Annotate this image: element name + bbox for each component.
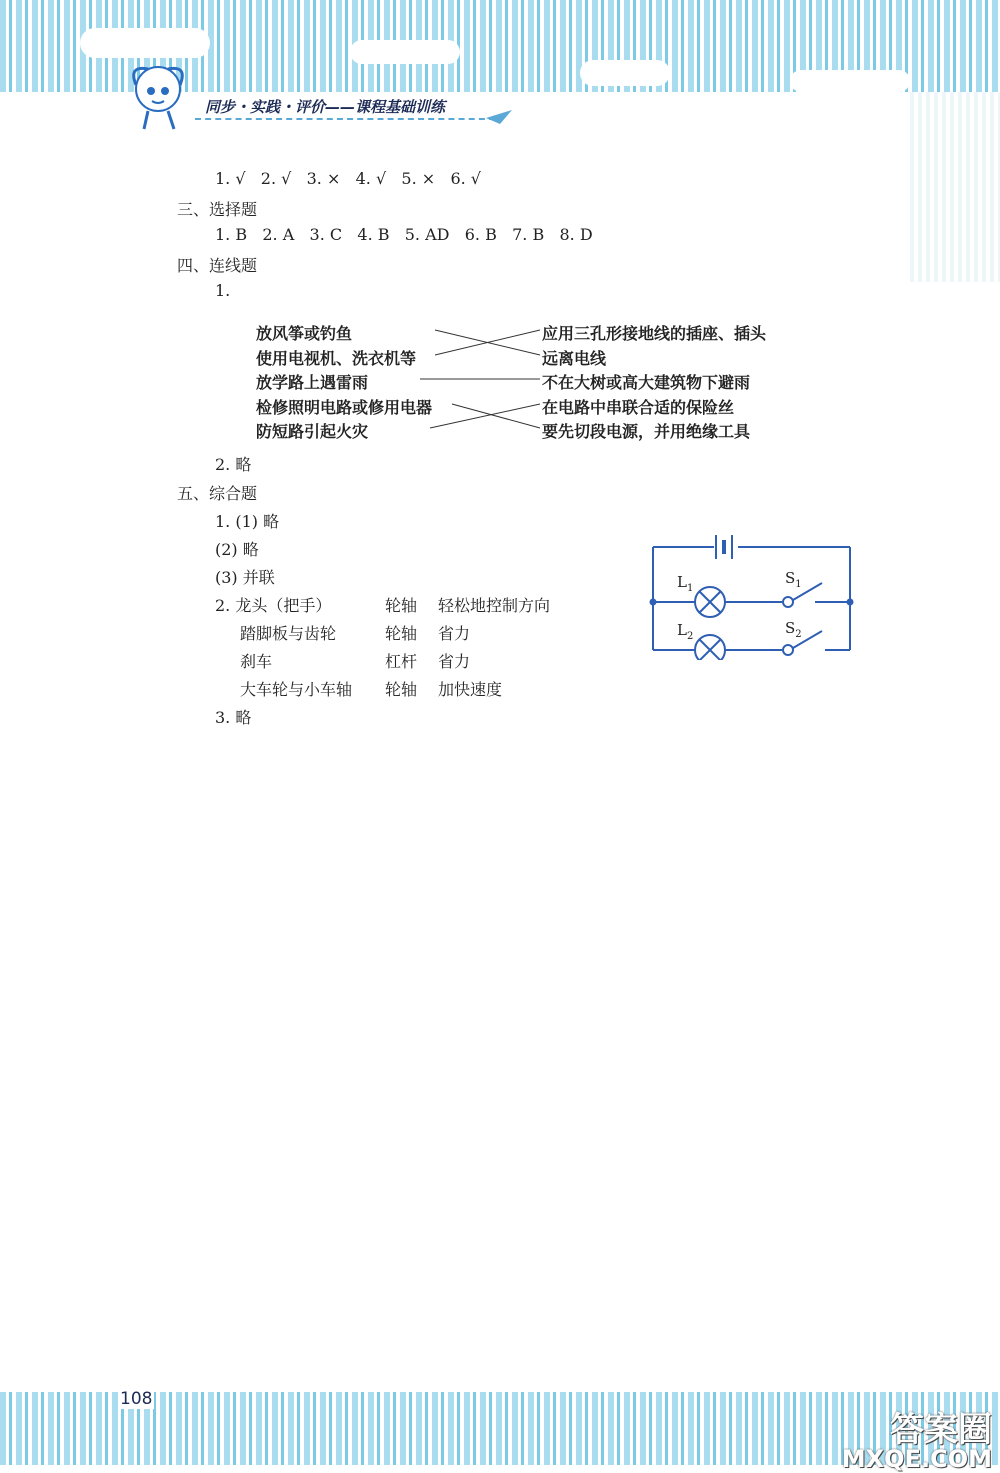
match-left-item: 使用电视机、洗衣机等 (256, 349, 417, 368)
match-left-item: 检修照明电路或修用电器 (256, 398, 433, 417)
junction-dot (847, 599, 854, 606)
matching-question-1: 1. (215, 281, 231, 300)
match-left-item: 防短路引起火灾 (256, 422, 369, 441)
table-cell: 刹车 (240, 652, 273, 671)
table-cell: 省力 (438, 624, 471, 643)
table-cell: 轻松地控制方向 (438, 596, 551, 615)
match-line (452, 404, 540, 428)
judge-answers: 1. √ 2. √ 3. × 4. √ 5. × 6. √ (215, 169, 481, 188)
q1-part-1: 1. (1) 略 (215, 512, 280, 531)
match-right-item: 不在大树或高大建筑物下避雨 (542, 373, 751, 392)
page-number: 108 (120, 1389, 153, 1409)
table-cell: 省力 (438, 652, 471, 671)
switch-2-contact (783, 645, 793, 655)
choice-answers: 1. B 2. A 3. C 4. B 5. AD 6. B 7. B 8. D (215, 225, 593, 244)
question-3: 3. 略 (215, 708, 252, 727)
switch-2-label: $S_2$ (785, 619, 802, 640)
match-right-item: 要先切段电源，并用绝缘工具 (542, 422, 751, 441)
q1-part-3: (3) 并联 (215, 568, 275, 587)
matching-question-2: 2. 略 (215, 455, 252, 474)
section-5-title: 五、综合题 (177, 484, 258, 503)
switch-1-label: $S_1$ (785, 569, 802, 590)
q1-part-2: (2) 略 (215, 540, 259, 559)
table-cell: 轮轴 (385, 624, 418, 643)
match-right-item: 在电路中串联合适的保险丝 (542, 398, 735, 417)
lamp-2-label: $L_2$ (677, 621, 694, 642)
watermark-logo: 答案圈 MXQE.COM (841, 1410, 992, 1473)
match-left-item: 放风筝或钓鱼 (256, 324, 353, 343)
table-cell: 加快速度 (438, 680, 503, 699)
table-cell: 大车轮与小车轴 (240, 680, 353, 699)
match-left-item: 放学路上遇雷雨 (256, 373, 369, 392)
circuit-diagram (640, 525, 870, 660)
switch-1-contact (783, 597, 793, 607)
lamp-1-label: $L_1$ (677, 573, 694, 594)
match-right-item: 远离电线 (542, 349, 607, 368)
table-cell: 杠杆 (385, 652, 418, 671)
match-right-item: 应用三孔形接地线的插座、插头 (542, 324, 767, 343)
table-cell: 2. 龙头（把手） (215, 596, 332, 615)
junction-dot (650, 599, 657, 606)
table-cell: 踏脚板与齿轮 (240, 624, 337, 643)
header-title: 同步・实践・评价——课程基础训练 (205, 98, 446, 116)
section-3-title: 三、选择题 (177, 200, 258, 219)
match-line (430, 404, 540, 428)
section-4-title: 四、连线题 (177, 256, 258, 275)
table-cell: 轮轴 (385, 680, 418, 699)
table-cell: 轮轴 (385, 596, 418, 615)
